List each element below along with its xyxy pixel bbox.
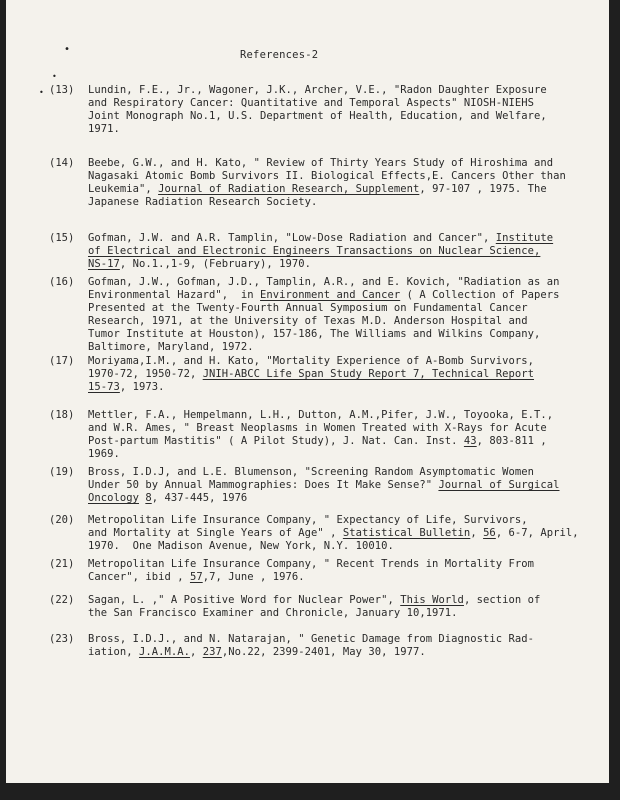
reference-segment: 1970. One Madison Avenue, New York, N.Y. 10010.: [88, 540, 394, 552]
reference-number: (20): [49, 514, 75, 526]
reference-text: [88, 466, 588, 505]
reference-text: [88, 276, 588, 354]
reference-segment: Bross, I.D.J, and L.E. Blumenson, "Screening Random Asymptomatic Women: [88, 466, 535, 478]
underlined-citation-title: J.A.M.A.: [138, 646, 190, 658]
underlined-citation-title: 8: [145, 492, 152, 504]
underlined-citation-title: Oncology: [88, 492, 139, 504]
reference-segment: ,: [470, 527, 484, 539]
reference-text: [88, 409, 588, 461]
underlined-citation-title: Environment and Cancer: [260, 289, 401, 301]
reference-segment: Environmental Hazard", in: [88, 289, 261, 301]
reference-line: [88, 110, 588, 123]
reference-line: [88, 302, 588, 315]
underlined-citation-title: This World: [400, 594, 464, 606]
reference-number: (23): [49, 633, 75, 645]
reference-line: [88, 276, 588, 289]
reference-segment: Post-partum Mastitis" ( A Pilot Study), J. Nat. Can. Inst.: [88, 435, 464, 447]
reference-line: [88, 245, 588, 258]
punch-mark-icon: •: [52, 72, 57, 81]
reference-line: [88, 232, 588, 245]
reference-segment: Beebe, G.W., and H. Kato, " Review of Thirty Years Study of Hiroshima and: [88, 157, 554, 169]
reference-segment: Leukemia",: [88, 183, 159, 195]
reference-segment: Metropolitan Life Insurance Company, " Recent Trends in Mortality From: [88, 558, 535, 570]
reference-number: (17): [49, 355, 75, 367]
reference-number: (13): [49, 84, 75, 96]
document-page: [6, 0, 609, 783]
reference-number: (15): [49, 232, 75, 244]
underlined-citation-title: 56: [483, 527, 496, 539]
reference-segment: , No.1.,1-9, (February), 1970.: [119, 258, 312, 270]
reference-line: [88, 381, 588, 394]
reference-segment: , 437-445, 1976: [151, 492, 248, 504]
reference-segment: 1970-72, 1950-72,: [88, 368, 203, 380]
reference-segment: Bross, I.D.J., and N. Natarajan, " Genetic Damage from Diagnostic Rad-: [88, 633, 535, 645]
reference-segment: , 1973.: [119, 381, 165, 393]
reference-line: [88, 315, 588, 328]
reference-line: [88, 422, 588, 435]
reference-line: [88, 607, 588, 620]
reference-number: (19): [49, 466, 75, 478]
underlined-citation-title: 15-73: [88, 381, 120, 393]
reference-segment: , 803-811 ,: [476, 435, 547, 447]
reference-line: [88, 409, 588, 422]
reference-line: [88, 646, 588, 659]
reference-segment: Japanese Radiation Research Society.: [88, 196, 318, 208]
reference-segment: Joint Monograph No.1, U.S. Department of Health, Education, and Welfare,: [88, 110, 547, 122]
underlined-citation-title: Journal of Surgical: [438, 479, 560, 491]
reference-number: (22): [49, 594, 75, 606]
punch-mark-icon: •: [39, 88, 44, 97]
reference-segment: Gofman, J.W., Gofman, J.D., Tamplin, A.R., and E. Kovich, "Radiation as an: [88, 276, 560, 288]
reference-line: [88, 157, 588, 170]
reference-text: [88, 514, 588, 553]
reference-line: [88, 84, 588, 97]
reference-text: [88, 232, 588, 271]
reference-line: [88, 479, 588, 492]
reference-segment: the San Francisco Examiner and Chronicle, January 10,1971.: [88, 607, 458, 619]
reference-segment: and Mortality at Single Years of Age" ,: [88, 527, 343, 539]
reference-line: [88, 289, 588, 302]
underlined-citation-title: NS-17: [88, 258, 120, 270]
underlined-citation-title: Statistical Bulletin: [342, 527, 471, 539]
reference-segment: Sagan, L. ," A Positive Word for Nuclear Power",: [88, 594, 401, 606]
reference-text: [88, 355, 588, 394]
reference-number: (21): [49, 558, 75, 570]
reference-segment: Metropolitan Life Insurance Company, " Expectancy of Life, Survivors,: [88, 514, 528, 526]
underlined-citation-title: JNIH-ABCC Life Span Study Report 7, Technical Report: [202, 368, 535, 380]
reference-line: [88, 527, 588, 540]
reference-text: [88, 84, 588, 136]
reference-segment: Moriyama,I.M., and H. Kato, "Mortality Experience of A-Bomb Survivors,: [88, 355, 535, 367]
reference-line: [88, 435, 588, 448]
reference-line: [88, 540, 588, 553]
underlined-citation-title: 43: [463, 435, 477, 447]
reference-segment: , 97-107 , 1975. The: [419, 183, 547, 195]
underlined-citation-title: 57: [189, 571, 203, 583]
reference-line: [88, 183, 588, 196]
reference-line: [88, 368, 588, 381]
reference-line: [88, 341, 588, 354]
reference-segment: Nagasaki Atomic Bomb Survivors II. Biological Effects,E. Cancers Other than: [88, 170, 566, 182]
reference-text: [88, 633, 588, 659]
reference-segment: Lundin, F.E., Jr., Wagoner, J.K., Archer, V.E., "Radon Daughter Exposure: [88, 84, 547, 96]
reference-text: [88, 594, 588, 620]
reference-line: [88, 170, 588, 183]
reference-segment: 1969.: [88, 448, 120, 460]
underlined-citation-title: of Electrical and Electronic Engineers Transactions on Nuclear Science,: [88, 245, 541, 257]
reference-segment: and Respiratory Cancer: Quantitative and Temporal Aspects" NIOSH-NIEHS: [88, 97, 535, 109]
reference-segment: , 6-7, April,: [495, 527, 579, 539]
reference-segment: Baltimore, Maryland, 1972.: [88, 341, 254, 353]
reference-segment: Cancer", ibid ,: [88, 571, 190, 583]
reference-number: (16): [49, 276, 75, 288]
reference-number: (14): [49, 157, 75, 169]
reference-line: [88, 196, 588, 209]
punch-mark-icon: •: [64, 44, 71, 55]
reference-number: (18): [49, 409, 75, 421]
reference-segment: Mettler, F.A., Hempelmann, L.H., Dutton, A.M.,Pifer, J.W., Toyooka, E.T.,: [88, 409, 554, 421]
page-title: References-2: [240, 49, 319, 61]
reference-segment: ,No.22, 2399-2401, May 30, 1977.: [221, 646, 426, 658]
reference-line: [88, 594, 588, 607]
reference-segment: Presented at the Twenty-Fourth Annual Symposium on Fundamental Cancer: [88, 302, 528, 314]
reference-line: [88, 492, 588, 505]
reference-line: [88, 123, 588, 136]
reference-segment: ,: [189, 646, 203, 658]
reference-segment: ( A Collection of Papers: [400, 289, 560, 301]
reference-segment: iation,: [88, 646, 139, 658]
reference-text: [88, 558, 588, 584]
reference-line: [88, 355, 588, 368]
reference-line: [88, 258, 588, 271]
reference-line: [88, 328, 588, 341]
reference-line: [88, 466, 588, 479]
reference-segment: , section of: [463, 594, 541, 606]
reference-segment: 1971.: [88, 123, 120, 135]
reference-segment: Tumor Institute at Houston), 157-186, The Williams and Wilkins Company,: [88, 328, 541, 340]
reference-line: [88, 448, 588, 461]
reference-segment: Research, 1971, at the University of Texas M.D. Anderson Hospital and: [88, 315, 528, 327]
reference-segment: and W.R. Ames, " Breast Neoplasms in Women Treated with X-Rays for Acute: [88, 422, 547, 434]
reference-line: [88, 571, 588, 584]
reference-segment: Under 50 by Annual Mammographies: Does It Make Sense?": [88, 479, 439, 491]
reference-segment: ,7, June , 1976.: [202, 571, 305, 583]
reference-segment: Gofman, J.W. and A.R. Tamplin, "Low-Dose Radiation and Cancer",: [88, 232, 496, 244]
underlined-citation-title: Institute: [495, 232, 554, 244]
reference-line: [88, 633, 588, 646]
reference-line: [88, 514, 588, 527]
underlined-citation-title: 237: [202, 646, 222, 658]
reference-line: [88, 97, 588, 110]
reference-text: [88, 157, 588, 209]
reference-line: [88, 558, 588, 571]
underlined-citation-title: Journal of Radiation Research, Supplement: [158, 183, 420, 195]
